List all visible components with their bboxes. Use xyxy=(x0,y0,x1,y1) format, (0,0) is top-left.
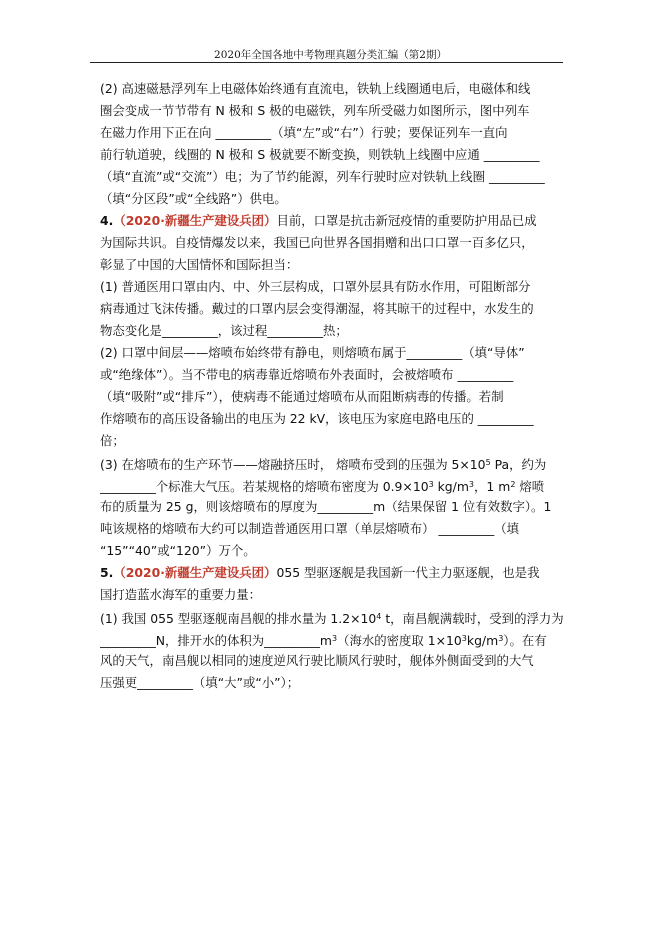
exponent: 3 xyxy=(428,480,434,489)
question-source: （2020·新疆生产建设兵团） xyxy=(113,565,277,580)
text-line: 吨该规格的熔喷布大约可以制造普通医用口罩（单层熔喷布） _________（填 xyxy=(100,521,520,536)
page-header: 2020年全国各地中考物理真题分类汇编（第2期） xyxy=(214,49,447,61)
text-line: 或“绝缘体”）。当不带电的病毒靠近熔喷布外表面时，会被熔喷布 _________ xyxy=(100,367,514,382)
text-line: 病毒通过飞沫传播。戴过的口罩内层会变得潮湿，将其晾干的过程中，水发生的 xyxy=(100,301,534,316)
text-line: 物态变化是_________，该过程_________热； xyxy=(100,323,348,338)
text-run: t，南昌舰满载时，受到的浮力为 xyxy=(381,611,564,626)
text-line: 彰显了中国的大国情怀和国际担当： xyxy=(100,257,299,272)
text-line xyxy=(100,452,570,474)
text-run: ，1 m xyxy=(474,479,511,494)
text-line: 国打造蓝水海军的重要力量： xyxy=(100,587,262,602)
question-5-heading xyxy=(100,562,570,584)
exponent: 3 xyxy=(331,634,338,643)
text-run: _________N，排开水的体积为_________m xyxy=(100,633,332,648)
question-text: 目前，口罩是抗击新冠疫情的重要防护用品已成 xyxy=(276,213,537,228)
exponent: 5 xyxy=(485,458,491,467)
text-run: (1) 我国 055 型驱逐舰南昌舰的排水量为 1.2×10 xyxy=(100,611,377,626)
document-body xyxy=(100,78,570,694)
exponent: 2 xyxy=(510,480,516,489)
text-line xyxy=(100,606,570,628)
exponent: 3 xyxy=(498,634,504,643)
text-line: 倍； xyxy=(100,433,125,448)
text-line: （填“吸附”或“排斥”），使病毒不能通过熔喷布从而阻断病毒的传播。若制 xyxy=(100,389,504,404)
text-line: 圈会变成一节节带有 N 极和 S 极的电磁铁，列车所受磁力如图所示，图中列车 xyxy=(100,103,530,118)
question-number: 4. xyxy=(100,213,114,228)
exponent: 3 xyxy=(468,480,475,489)
question-number: 5. xyxy=(100,565,114,580)
text-line: （填“分区段”或“全线路”）供电。 xyxy=(100,191,287,206)
header-rule xyxy=(90,62,563,63)
exponent: 3 xyxy=(461,634,467,643)
text-run: kg/m xyxy=(466,633,499,648)
text-line: （填“直流”或“交流”）电；为了节约能源，列车行驶时应对铁轨上线圈 _________ xyxy=(100,169,545,184)
text-line: (1) 普通医用口罩由内、中、外三层构成，口罩外层具有防水作用，可阻断部分 xyxy=(100,279,531,294)
text-run: （海水的密度取 1×10 xyxy=(337,633,462,648)
text-run: Pa，约为 xyxy=(490,457,547,472)
question-4-heading xyxy=(100,210,570,232)
text-run: (3) 在熔喷布的生产环节——熔融挤压时， 熔喷布受到的压强为 5×10 xyxy=(100,457,486,472)
text-run: kg/m xyxy=(433,479,469,494)
text-line: 风的天气，南昌舰以相同的速度逆风行驶比顺风行驶时，舰体外侧面受到的大气 xyxy=(100,653,534,668)
text-line: “15”“40”或“120”）万个。 xyxy=(100,543,256,558)
text-line: 前行轨道驶，线圈的 N 极和 S 极就要不断变换，则铁轨上线圈中应通 _________ xyxy=(100,147,540,162)
text-run: _________个标准大气压。若某规格的熔喷布密度为 0.9×10 xyxy=(100,479,429,494)
text-run: ）。在有 xyxy=(503,633,547,648)
text-run: 熔喷 xyxy=(515,479,545,494)
text-line xyxy=(100,628,570,650)
text-line: 在磁力作用下正在向 _________（填“左”或“右”）行驶；要保证列车一直向 xyxy=(100,125,508,140)
question-text: 055 型驱逐舰是我国新一代主力驱逐舰，也是我 xyxy=(276,565,540,580)
text-line: 作熔喷布的高压设备输出的电压为 22 kV，该电压为家庭电路电压的 _________ xyxy=(100,411,534,426)
text-line: 压强更_________（填“大”或“小”）； xyxy=(100,675,300,690)
exponent: 4 xyxy=(376,612,382,621)
text-line xyxy=(100,474,570,496)
text-line: (2) 口罩中间层——熔喷布始终带有静电，则熔喷布属于_________（填“导体” xyxy=(100,345,525,360)
text-line: (2) 高速磁悬浮列车上电磁体始终通有直流电，铁轨上线圈通电后，电磁体和线 xyxy=(100,81,531,96)
text-line: 布的质量为 25 g，则该熔喷布的厚度为_________m（结果保留 1 位有效数字）。1 xyxy=(100,499,552,514)
question-source: （2020·新疆生产建设兵团） xyxy=(113,213,277,228)
text-line: 为国际共识。自疫情爆发以来，我国已向世界各国捐赠和出口口罩一百多亿只， xyxy=(100,235,534,250)
